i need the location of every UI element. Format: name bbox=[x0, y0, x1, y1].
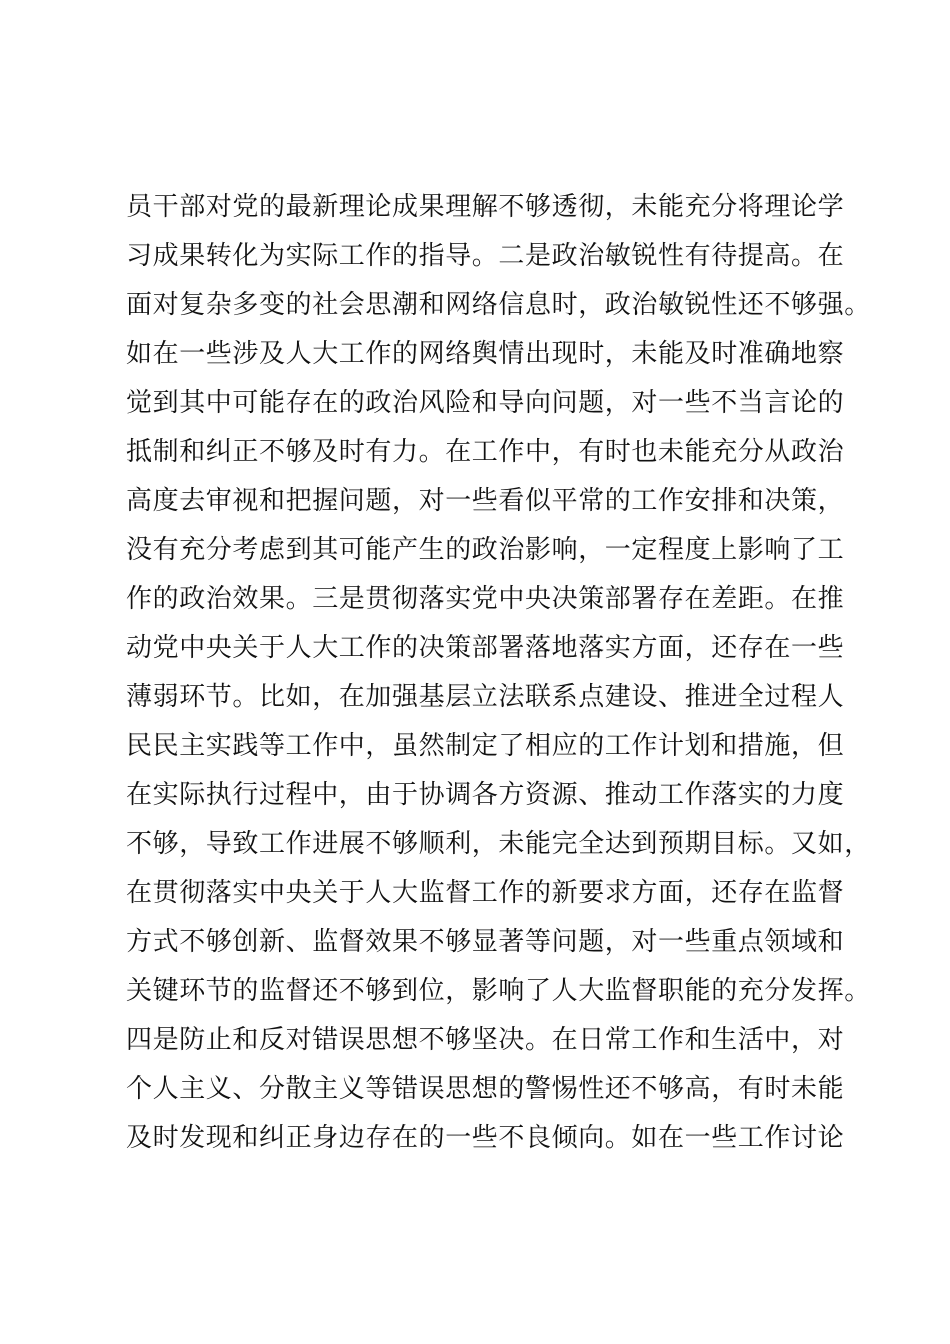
text-line: 习成果转化为实际工作的指导。二是政治敏锐性有待提高。在 bbox=[126, 241, 845, 271]
text-line: 抵制和纠正不够及时有力。在工作中，有时也未能充分从政治 bbox=[126, 437, 845, 467]
text-line: 薄弱环节。比如，在加强基层立法联系点建设、推进全过程人 bbox=[126, 682, 845, 712]
text-line: 四是防止和反对错误思想不够坚决。在日常工作和生活中，对 bbox=[126, 1025, 845, 1055]
text-line: 在贯彻落实中央关于人大监督工作的新要求方面，还存在监督 bbox=[126, 878, 845, 908]
text-line: 个人主义、分散主义等错误思想的警惕性还不够高，有时未能 bbox=[126, 1074, 845, 1104]
text-line: 方式不够创新、监督效果不够显著等问题，对一些重点领域和 bbox=[126, 927, 845, 957]
text-line: 民民主实践等工作中，虽然制定了相应的工作计划和措施，但 bbox=[126, 731, 845, 761]
text-line: 作的政治效果。三是贯彻落实党中央决策部署存在差距。在推 bbox=[126, 584, 845, 614]
text-line: 关键环节的监督还不够到位，影响了人大监督职能的充分发挥。 bbox=[126, 976, 871, 1006]
text-line: 觉到其中可能存在的政治风险和导向问题，对一些不当言论的 bbox=[126, 388, 845, 418]
text-line: 高度去审视和把握问题，对一些看似平常的工作安排和决策， bbox=[126, 486, 845, 516]
text-line: 员干部对党的最新理论成果理解不够透彻，未能充分将理论学 bbox=[126, 192, 845, 222]
text-line: 如在一些涉及人大工作的网络舆情出现时，未能及时准确地察 bbox=[126, 339, 845, 369]
text-line: 面对复杂多变的社会思潮和网络信息时，政治敏锐性还不够强。 bbox=[126, 290, 871, 320]
body-text bbox=[126, 183, 871, 1163]
text-line: 动党中央关于人大工作的决策部署落地落实方面，还存在一些 bbox=[126, 633, 845, 663]
text-line: 在实际执行过程中，由于协调各方资源、推动工作落实的力度 bbox=[126, 780, 845, 810]
text-line: 没有充分考虑到其可能产生的政治影响，一定程度上影响了工 bbox=[126, 535, 845, 565]
text-line: 不够，导致工作进展不够顺利，未能完全达到预期目标。又如， bbox=[126, 829, 871, 859]
text-line: 及时发现和纠正身边存在的一些不良倾向。如在一些工作讨论 bbox=[126, 1123, 845, 1153]
